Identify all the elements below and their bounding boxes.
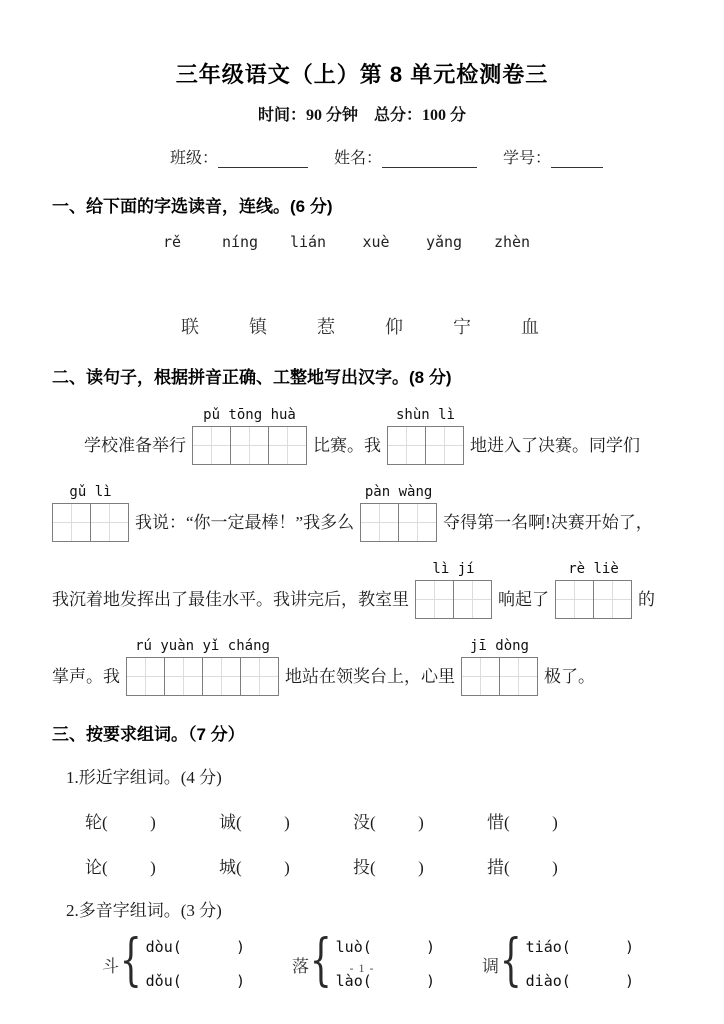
answer-blank: ( ) xyxy=(102,813,156,832)
polyphone-reading-bottom: dǒu( ) xyxy=(145,972,245,990)
item-hanzi: 惜 xyxy=(487,813,504,832)
answer-blank: ( ) xyxy=(504,858,558,877)
writing-cell xyxy=(398,503,437,542)
name-field xyxy=(334,145,477,168)
class-field xyxy=(170,145,308,168)
writing-cell xyxy=(202,657,241,696)
polyphone-reading-top: luò( ) xyxy=(335,938,435,956)
writing-box-group xyxy=(461,637,538,696)
left-brace-icon: { xyxy=(499,928,522,993)
section-3-heading: 三、按要求组词。（7 分） xyxy=(52,725,245,744)
writing-cell xyxy=(230,426,269,465)
student-id-label: 学号： xyxy=(503,150,552,167)
near-character-item xyxy=(219,853,325,878)
writing-box-group xyxy=(360,483,437,542)
polyphone-reading-top: dòu( ) xyxy=(145,938,245,956)
writing-cell xyxy=(453,580,492,619)
near-character-item xyxy=(487,808,593,833)
writing-cells xyxy=(192,426,307,465)
sentence-text: 夺得第一名啊!决赛开始了， xyxy=(443,513,653,532)
writing-cells xyxy=(415,580,492,619)
writing-cell xyxy=(461,657,500,696)
answer-blank: ( ) xyxy=(362,938,435,956)
writing-cell xyxy=(164,657,203,696)
writing-box-group xyxy=(415,560,492,619)
sentence-text: 地进入了决赛。同学们 xyxy=(470,436,640,455)
sentence-line-1 xyxy=(52,406,672,465)
sentence-text: 响起了 xyxy=(498,590,549,609)
writing-cells xyxy=(555,580,632,619)
polyphone-reading-bottom: diào( ) xyxy=(525,972,635,990)
answer-blank: ( ) xyxy=(172,972,245,990)
page-number: - 1 - xyxy=(349,961,375,975)
near-character-item xyxy=(219,808,325,833)
near-character-item xyxy=(487,853,593,878)
pinyin-hint: shùn lì xyxy=(395,407,455,423)
writing-cell xyxy=(268,426,307,465)
hanzi-option: 仰 xyxy=(385,317,403,337)
section-1-pinyin-row xyxy=(138,233,672,251)
pinyin-hint: rè liè xyxy=(568,561,619,577)
writing-cell xyxy=(425,426,464,465)
item-hanzi: 论 xyxy=(85,858,102,877)
hanzi-option: 惹 xyxy=(317,317,335,337)
name-label: 姓名： xyxy=(334,150,383,167)
answer-blank: ( ) xyxy=(561,972,635,990)
pinyin-option: xuè xyxy=(362,233,390,251)
answer-blank: ( ) xyxy=(172,938,245,956)
sentence-text: 的 xyxy=(638,590,655,609)
pinyin-option: yǎng xyxy=(425,233,463,251)
section-2-heading: 二、读句子，根据拼音正确、工整地写出汉字。(8 分) xyxy=(52,368,452,387)
answer-blank: ( ) xyxy=(561,938,635,956)
pinyin-hint: gǔ lì xyxy=(69,484,112,500)
near-character-item xyxy=(85,808,191,833)
polyphone-reading-bottom: lào( ) xyxy=(335,972,435,990)
item-hanzi: 措 xyxy=(487,858,504,877)
answer-blank: ( ) xyxy=(370,858,424,877)
writing-cells xyxy=(52,503,129,542)
class-blank-line xyxy=(218,151,308,168)
class-label: 班级： xyxy=(170,150,219,167)
writing-box-group xyxy=(126,637,279,696)
pinyin-hint: lì jí xyxy=(432,561,475,577)
pinyin-hint: pàn wàng xyxy=(364,484,433,500)
hanzi-option: 宁 xyxy=(453,317,471,337)
writing-cells xyxy=(461,657,538,696)
pinyin-option: lián xyxy=(289,233,327,251)
near-character-item xyxy=(85,853,191,878)
item-hanzi: 没 xyxy=(353,813,370,832)
near-character-row-1 xyxy=(85,808,672,833)
sentence-text: 极了。 xyxy=(544,667,595,686)
near-character-item xyxy=(353,808,459,833)
pinyin-hint: jī dòng xyxy=(469,638,529,654)
pinyin-option: níng xyxy=(221,233,259,251)
polyphone-hanzi: 落 xyxy=(292,956,309,976)
item-hanzi: 诚 xyxy=(219,813,236,832)
writing-cell xyxy=(360,503,399,542)
answer-blank: ( ) xyxy=(362,972,435,990)
pinyin-hint: rú yuàn yǐ cháng xyxy=(135,638,270,654)
writing-box-group xyxy=(192,406,307,465)
writing-cell xyxy=(593,580,632,619)
item-hanzi: 投 xyxy=(353,858,370,877)
writing-cell xyxy=(240,657,279,696)
writing-cell xyxy=(415,580,454,619)
answer-blank: ( ) xyxy=(236,813,290,832)
sentence-text: 我说：“你一定最棒！”我多么 xyxy=(135,513,355,532)
sentence-line-2 xyxy=(52,483,672,542)
sentence-text: 学校准备举行 xyxy=(84,436,186,455)
polyphone-hanzi: 斗 xyxy=(102,956,119,976)
item-hanzi: 城 xyxy=(219,858,236,877)
writing-cells xyxy=(360,503,437,542)
answer-blank: ( ) xyxy=(236,858,290,877)
writing-cell xyxy=(52,503,91,542)
page-title: 三年级语文（上）第 8 单元检测卷三 xyxy=(175,62,549,87)
writing-cell xyxy=(90,503,129,542)
writing-cell xyxy=(126,657,165,696)
left-brace-icon: { xyxy=(309,928,332,993)
subsection-2-heading: 2.多音字组词。(3 分) xyxy=(66,901,222,920)
left-brace-icon: { xyxy=(119,928,142,993)
name-blank-line xyxy=(382,151,477,168)
pinyin-hint: pǔ tōng huà xyxy=(203,407,296,423)
writing-cells xyxy=(387,426,464,465)
pinyin-option: zhèn xyxy=(493,233,531,251)
writing-cell xyxy=(192,426,231,465)
answer-blank: ( ) xyxy=(370,813,424,832)
sentence-text: 比赛。我 xyxy=(313,436,381,455)
student-id-field xyxy=(503,145,603,168)
sentence-line-4 xyxy=(52,637,672,696)
sentence-text: 地站在领奖台上，心里 xyxy=(285,667,455,686)
answer-blank: ( ) xyxy=(504,813,558,832)
item-hanzi: 轮 xyxy=(85,813,102,832)
answer-blank: ( ) xyxy=(102,858,156,877)
hanzi-option: 联 xyxy=(181,317,199,337)
pinyin-option: rě xyxy=(162,233,182,251)
writing-cell xyxy=(555,580,594,619)
exam-meta: 时间：90 分钟 总分：100 分 xyxy=(257,107,466,124)
sentence-text: 掌声。我 xyxy=(52,667,120,686)
section-1-heading: 一、给下面的字选读音，连线。(6 分) xyxy=(52,197,333,216)
writing-box-group xyxy=(555,560,632,619)
sentence-text: 我沉着地发挥出了最佳水平。我讲完后，教室里 xyxy=(52,590,409,609)
writing-box-group xyxy=(52,483,129,542)
student-id-blank-line xyxy=(551,151,603,168)
polyphone-hanzi: 调 xyxy=(482,956,499,976)
near-character-row-2 xyxy=(85,853,672,878)
writing-cells xyxy=(126,657,279,696)
writing-box-group xyxy=(387,406,464,465)
hanzi-option: 血 xyxy=(521,317,539,337)
student-info-line xyxy=(170,145,672,168)
polyphone-reading-top: tiáo( ) xyxy=(525,938,635,956)
writing-cell xyxy=(499,657,538,696)
subsection-1-heading: 1.形近字组词。(4 分) xyxy=(66,768,222,787)
hanzi-option: 镇 xyxy=(249,317,267,337)
sentence-line-3 xyxy=(52,560,672,619)
near-character-item xyxy=(353,853,459,878)
section-1-hanzi-row xyxy=(156,313,672,339)
writing-cell xyxy=(387,426,426,465)
